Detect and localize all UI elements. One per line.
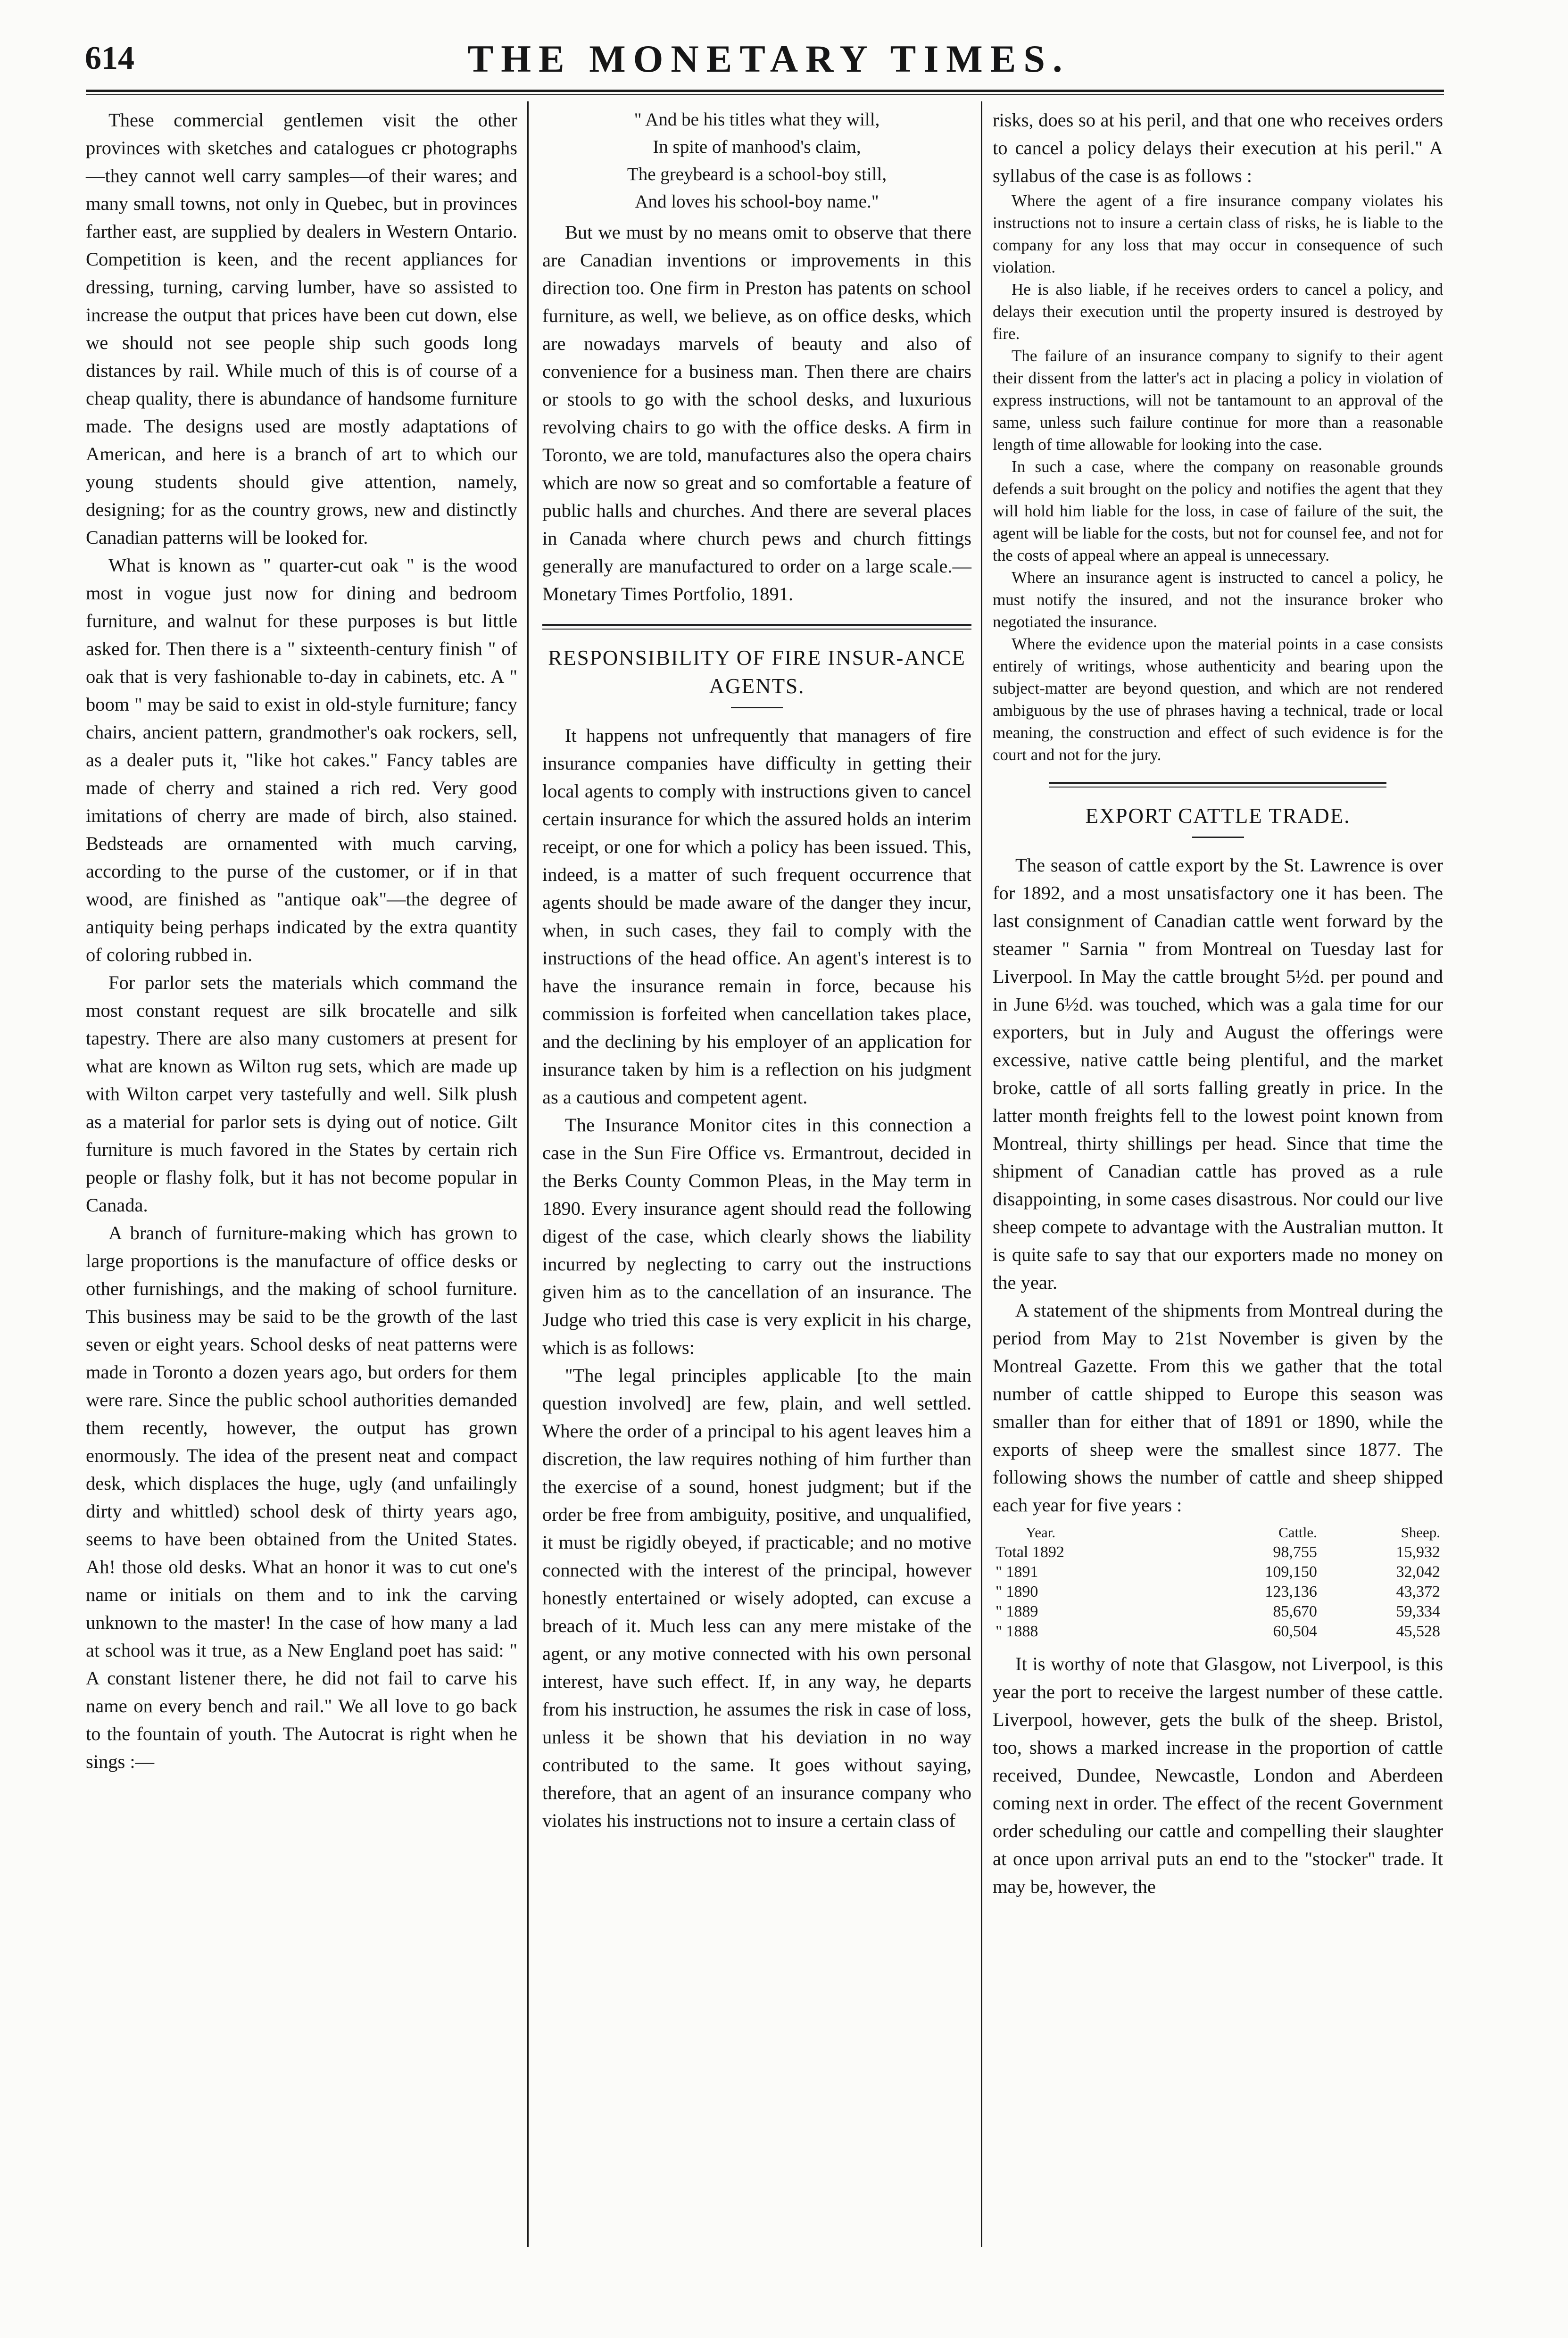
table-cell-sheep: 32,042 bbox=[1396, 1563, 1440, 1581]
column-3 bbox=[993, 106, 1443, 1900]
table-cell-year: " 1891 bbox=[996, 1563, 1038, 1581]
table-cell-cattle: 60,504 bbox=[1273, 1623, 1317, 1640]
table-cell-cattle: 123,136 bbox=[1265, 1583, 1317, 1600]
table-cell-cattle: 98,755 bbox=[1273, 1543, 1317, 1561]
header-rule-top bbox=[86, 90, 1444, 92]
article-heading-export-cattle: EXPORT CATTLE TRADE. bbox=[1085, 804, 1351, 828]
poem-line-2: In spite of manhood's claim, bbox=[653, 137, 861, 157]
table-cell-year: " 1888 bbox=[996, 1623, 1038, 1640]
col1-paragraph-4: A branch of furniture-making which has grown to large proportions is the manufacture of office desks or other furnishings, and the making of school furniture. This business may be said to be the growth of the last seven or eight years. School desks of neat patterns were made in Toronto a dozen years ago, but orders for them were rare. Since the public school authorities demanded them recently, however, the output has grown enormously. The idea of the present neat and compact desk, which displaces the huge, ugly (and unfailingly dirty and whittled) school desk of thirty years ago, seems to have been obtained from the United States. Ah! those old desks. What an honor it was to cut one's name or initials on them and to ink the carving unknown to the master! In the case of how many a lad at school was it true, as a New England poet has said: " A constant listener there, he did not fail to carve his name on every bench and rail." We all love to go back to the fountain of youth. The Autocrat is right when he sings :— bbox=[86, 1222, 517, 1772]
table-row bbox=[993, 1582, 1443, 1602]
section-divider bbox=[542, 624, 971, 630]
syllabus-item-1: Where the agent of a fire insurance company violates his instructions not to insure a certain class of risks, he is liable to the company for any loss that may occur in consequence of such violation. bbox=[993, 191, 1443, 276]
shipments-table bbox=[993, 1523, 1443, 1642]
table-header-row bbox=[993, 1523, 1443, 1542]
heading-underline bbox=[731, 707, 783, 708]
table-cell-sheep: 45,528 bbox=[1396, 1623, 1440, 1640]
table-cell-year: " 1889 bbox=[996, 1603, 1038, 1620]
col3-paragraph-1: The season of cattle export by the St. Lawrence is over for 1892, and a most unsatisfactory one it has been. The last consignment of Canadian cattle went forward by the steamer " Sarnia " from Montreal on Tuesday last for Liverpool. In May the cattle brought 5½d. per pound and in June 6½d. was touched, which was a gala time for our exporters, but in July and August the offerings were excessive, native cattle being plentiful, and the market broke, cattle of all sorts falling greatly in price. In the latter month freights fell to the lowest point known from Montreal, thirty shillings per head. Since that time the shipment of Canadian cattle has proved as a rule disappointing, in some cases disastrous. Nor could our live sheep compete to advantage with the Australian mutton. It is quite safe to say that our exporters made no money on the year. bbox=[993, 854, 1443, 1293]
syllabus-item-3: The failure of an insurance company to signify to their agent their dissent from the latter's act in placing a policy in violation of express instructions, will not be tantamount to an approval of the same, unless such failure continue for more than a reasonable length of time allowable for looking into the case. bbox=[993, 347, 1443, 454]
poem-line-4: And loves his school-boy name." bbox=[635, 191, 879, 212]
col1-paragraph-1: These commercial gentlemen visit the other provinces with sketches and catalogues cr photographs—they cannot well carry samples—of their wares; and many small towns, not only in Quebec, but in provinces farther east, are supplied by dealers in Western Ontario. Competition is keen, and the recent appliances for dressing, turning, carving lumber, have so assisted to increase the output that prices have been cut down, else we should not see people ship such goods long distances by rail. While much of this is of course of a cheap quality, there is abundance of handsome furniture made. The designs used are mostly adaptations of American, and here is a branch of art to which our young students should give attention, namely, designing; for as the country grows, new and distinctly Canadian patterns will be looked for. bbox=[86, 109, 517, 548]
page-header bbox=[85, 33, 1452, 85]
table-row bbox=[993, 1622, 1443, 1642]
table-cell-sheep: 15,932 bbox=[1396, 1543, 1440, 1561]
table-row bbox=[993, 1542, 1443, 1562]
table-cell-year: Total 1892 bbox=[996, 1543, 1064, 1561]
syllabus-item-2: He is also liable, if he receives orders to cancel a policy, and delays their execution until the property insured is destroyed by fire. bbox=[993, 280, 1443, 343]
col2-paragraph-3: The Insurance Monitor cites in this connection a case in the Sun Fire Office vs. Ermantrout, decided in the Berks County Common Pleas, in the May term in 1890. Every insurance agent should read the following digest of the case, which clearly shows the liability incurred by neglecting to carry out the instructions given him as to the cancellation of an insurance. The Judge who tried this case is very explicit in his charge, which is as follows: bbox=[542, 1114, 971, 1358]
table-cell-year: " 1890 bbox=[996, 1583, 1038, 1600]
col2-paragraph-2: It happens not unfrequently that managers of fire insurance companies have difficulty in getting their local agents to comply with instructions given to cancel certain insurance for which the assured holds an interim receipt, or one for which a policy has been issued. This, indeed, is a matter of such frequent occurrence that agents should be made aware of the danger they incur, when, in such cases, they fail to comply with the instructions of the head office. An agent's interest is to have the insurance remain in force, because his commission is forfeited when cancellation takes place, and the declining by his employer of an application for insurance taken by him is a reflection on his judgment as a cautious and competent agent. bbox=[542, 725, 971, 1108]
table-cell-sheep: 59,334 bbox=[1396, 1603, 1440, 1620]
table-header-sheep: Sheep. bbox=[1401, 1524, 1440, 1541]
column-1 bbox=[86, 106, 517, 1775]
col3-intro: risks, does so at his peril, and that one who receives orders to cancel a policy delays their execution at his peril." A syllabus of the case is as follows : bbox=[993, 109, 1443, 186]
col3-paragraph-3: It is worthy of note that Glasgow, not Liverpool, is this year the port to receive the largest number of these cattle. Liverpool, however, gets the bulk of the sheep. Bristol, too, shows a marked increase in the proportion of cattle received, Dundee, Newcastle, London and Aberdeen coming next in order. The effect of the recent Government order scheduling our cattle and compelling their slaughter at once upon arrival puts an end to the "stocker" trade. It may be, however, the bbox=[993, 1653, 1443, 1897]
column-divider-2 bbox=[981, 101, 982, 2247]
table-header-year: Year. bbox=[1026, 1524, 1056, 1541]
syllabus-item-5: Where an insurance agent is instructed to cancel a policy, he must notify the insured, and not the insurance broker who negotiated the insurance. bbox=[993, 568, 1443, 631]
poem-line-1: " And be his titles what they will, bbox=[634, 109, 880, 130]
col2-paragraph-4: "The legal principles applicable [to the main question involved] are few, plain, and well settled. Where the order of a principal to his agent leaves him a discretion, the law requires nothing of him further than the exercise of a sound, honest judgment; but if the order be free from ambiguity, positive, and unqualified, it must be rigidly obeyed, if practicable; and no motive connected with the interest of the principal, however honestly entertained or wisely adopted, can excuse a breach of it. Much less can any mere mistake of the agent, or any motive connected with his own personal interest, have such effect. If, in any way, he departs from his instruction, he assumes the risk in case of loss, unless it be shown that his deviation in no way contributed to the same. It goes without saying, therefore, that an agent of an insurance company who violates his instructions not to insure a certain class of bbox=[542, 1365, 971, 1831]
heading-underline-2 bbox=[1192, 837, 1244, 838]
table-cell-cattle: 85,670 bbox=[1273, 1603, 1317, 1620]
poem-quotation bbox=[542, 106, 971, 216]
column-divider-1 bbox=[527, 101, 529, 2247]
col1-paragraph-3: For parlor sets the materials which command the most constant request are silk brocatelle and silk tapestry. There are also many customers at present for what are known as Wilton rug sets, which are made up with Wilton carpet very tastefully and well. Silk plush as a material for parlor sets is dying out of notice. Gilt furniture is much favored in the States by certain rich people or flashy folk, but it has not become popular in Canada. bbox=[86, 972, 517, 1216]
table-header-cattle: Cattle. bbox=[1278, 1524, 1317, 1541]
syllabus bbox=[993, 190, 1443, 766]
table-row bbox=[993, 1562, 1443, 1582]
table-cell-cattle: 109,150 bbox=[1265, 1563, 1317, 1581]
col2-paragraph-1: But we must by no means omit to observe that there are Canadian inventions or improvements in this direction too. One firm in Preston has patents on school furniture, as well, we believe, as on office desks, which are nowadays marvels of beauty and also of convenience for a business man. Then there are chairs or stools to go with the school desks, and luxurious revolving chairs to go with the office desks. A firm in Toronto, we are told, manufactures also the opera chairs which are now so great and so comfortable a feature of public halls and churches. And there are several places in Canada where church pews and church fittings generally are manufactured to order on a large scale.—Monetary Times Portfolio, 1891. bbox=[542, 222, 971, 605]
table-row bbox=[993, 1602, 1443, 1622]
col1-paragraph-2: What is known as " quarter-cut oak " is the wood most in vogue just now for dining and bedroom furniture, and walnut for these purposes is but little asked for. Then there is a " sixteenth-century finish " of oak that is very fashionable to-day in cabinets, etc. A " boom " may be said to exist in old-style furniture; fancy chairs, ancient pattern, grandmother's oak rockers, sell, as a dealer puts it, "like hot cakes." Fancy tables are made of cherry and stained a rich red. Very good imitations of cherry are made of birch, also stained. Bedsteads are ornamented with much carving, according to the purse of the customer, or if in that wood, are finished as "antique oak"—the degree of antiquity being perhaps indicated by the extra quantity of coloring rubbed in. bbox=[86, 555, 517, 965]
col3-paragraph-2: A statement of the shipments from Montreal during the period from May to 21st November is given by the Montreal Gazette. From this we gather that the total number of cattle shipped to Europe this season was smaller than for either that of 1891 or 1890, while the exports of sheep were the smallest since 1877. The following shows the number of cattle and sheep shipped each year for five years : bbox=[993, 1300, 1443, 1516]
masthead-title: THE MONETARY TIMES. bbox=[467, 37, 1070, 80]
poem-line-3: The greybeard is a school-boy still, bbox=[627, 164, 887, 184]
page-number: 614 bbox=[85, 40, 134, 76]
article-heading-fire-insurance: RESPONSIBILITY OF FIRE INSUR-ANCE AGENTS. bbox=[548, 646, 966, 698]
column-2 bbox=[542, 106, 971, 1834]
section-divider-2 bbox=[1049, 782, 1386, 788]
syllabus-item-6: Where the evidence upon the material points in a case consists entirely of writings, whose authenticity and bearing upon the subject-matter are beyond question, and which are not rendered ambiguous by the use of phrases having a technical, trade or local meaning, the construction and effect of such evidence is for the court and not for the jury. bbox=[993, 635, 1443, 764]
header-rule-bottom bbox=[86, 94, 1444, 95]
syllabus-item-4: In such a case, where the company on reasonable grounds defends a suit brought on the policy and notifies the agent that they will hold him liable for the loss, in case of failure of the suit, the agent will be liable for the costs, but not for counsel fee, and not for the costs of appeal where an appeal is unnecessary. bbox=[993, 457, 1443, 564]
table-cell-sheep: 43,372 bbox=[1396, 1583, 1440, 1600]
